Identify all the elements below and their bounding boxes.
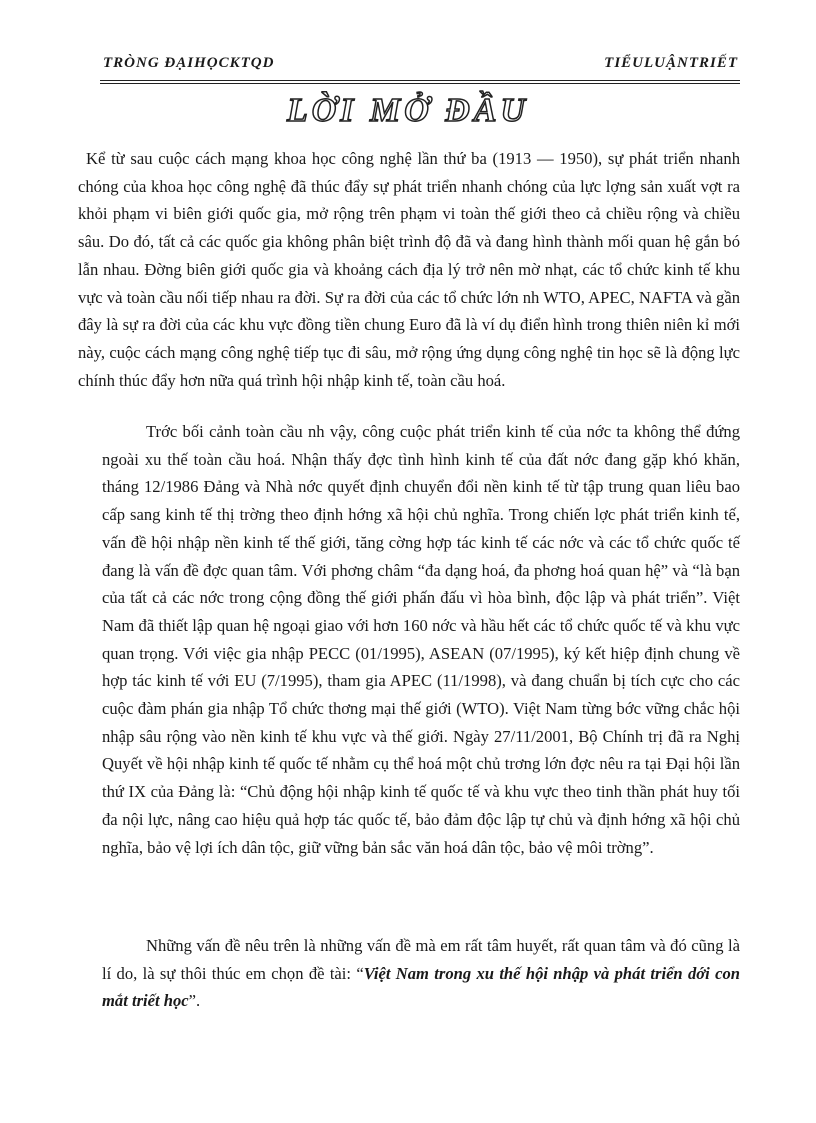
header-rule bbox=[100, 80, 740, 81]
header-rule-secondary bbox=[100, 83, 740, 84]
page-title: LỜI MỞ ĐẦU bbox=[286, 92, 530, 129]
paragraph-context-text: Trớc bối cảnh toàn cầu nh vậy, công cuộc phát triển kinh tế của nớc ta không thể đứng ngoài xu thế toàn cầu hoá. Nhận thấy đợc tình hình kinh tế của đất nớc đang gặp khó khăn, tháng 12/1986 Đảng và Nhà nớc quyết định chuyển đổi nền kinh tế từ tập trung quan liêu bao cấp sang kinh tế thị trờng theo định hớng xã hội chủ nghĩa. Trong chiến lợc phát triển kinh tế, vấn đề hội nhập nền kinh tế thế giới, tăng cờng hợp tác kinh tế các nớc và các tổ chức quốc tế đang là vấn đề đợc quan tâm. Với phơng châm “đa dạng hoá, đa phơng hoá quan hệ” và “là bạn của tất cả các nớc trong cộng đồng thế giới phấn đấu vì hòa bình, độc lập và phát triển”. Việt Nam đã thiết lập quan hệ ngoại giao với hơn 160 nớc và hầu hết các tổ chức quốc tế và khu vực quan trọng. Với việc gia nhập PECC (01/1995), ASEAN (07/1995), ký kết hiệp định chung về hợp tác kinh tế với EU (7/1995), tham gia APEC (11/1998), và đang chuẩn bị tích cực cho các cuộc đàm phán gia nhập Tổ chức thơng mại thế giới (WTO). Việt Nam từng bớc vững chắc hội nhập sâu rộng vào nền kinh tế khu vực và thế giới. Ngày 27/11/2001, Bộ Chính trị đã ra Nghị Quyết về hội nhập kinh tế quốc tế nhằm cụ thể hoá một chủ trơng lớn đợc nêu ra tại Đại hội lần thứ IX của Đảng là: “Chủ động hội nhập kinh tế quốc tế và khu vực theo tinh thần phát huy tối đa nội lực, nâng cao hiệu quả hợp tác quốc tế, bảo đảm độc lập tự chủ và định hớng xã hội chủ nghĩa, bảo vệ lợi ích dân tộc, giữ vững bản sắc văn hoá dân tộc, bảo vệ môi trờng”. bbox=[102, 422, 740, 857]
paragraph-context bbox=[102, 418, 740, 861]
paragraph-topic bbox=[102, 932, 740, 1015]
header-document-type: TIỂULUẬNTRIẾT bbox=[604, 55, 738, 71]
paragraph-topic-suffix: ”. bbox=[188, 991, 201, 1011]
topic-title: Việt Nam trong xu thế hội nhập và phát triển dới con mắt triết học bbox=[102, 963, 740, 1011]
paragraph-intro-text: Kể từ sau cuộc cách mạng khoa học công nghệ lần thứ ba (1913 — 1950), sự phát triển nhanh chóng của khoa học công nghệ đã thúc đẩy sự phát triển nhanh chóng của lực lợng sản xuất vợt ra khỏi phạm vi biên giới quốc gia, mở rộng trên phạm vi toàn thế giới theo cả chiều rộng và chiều sâu. Do đó, tất cả các quốc gia không phân biệt trình độ đã và đang hình thành mối quan hệ gắn bó lẫn nhau. Đờng biên giới quốc gia và khoảng cách địa lý trở nên mờ nhạt, các tổ chức kinh tế khu vực và toàn cầu nối tiếp nhau ra đời. Sự ra đời của các tổ chức lớn nh WTO, APEC, NAFTA và gần đây là sự ra đời của các khu vực đồng tiền chung Euro đã là ví dụ điển hình trong thiên niên kỉ mới này, cuộc cách mạng công nghệ tiếp tục đi sâu, mở rộng ứng dụng công nghệ tin học sẽ là động lực chính thúc đẩy hơn nữa quá trình hội nhập kinh tế, toàn cầu hoá. bbox=[78, 149, 740, 390]
header-school-name: TRÒNG ĐẠIHỌCKTQD bbox=[103, 55, 275, 71]
paragraph-intro bbox=[78, 145, 740, 394]
paragraph-topic-prefix: Những vấn đề nêu trên là những vấn đề mà em rất tâm huyết, rất quan tâm và đó cũng là lí do, là sự thôi thúc em chọn đề tài: “ bbox=[102, 936, 740, 983]
